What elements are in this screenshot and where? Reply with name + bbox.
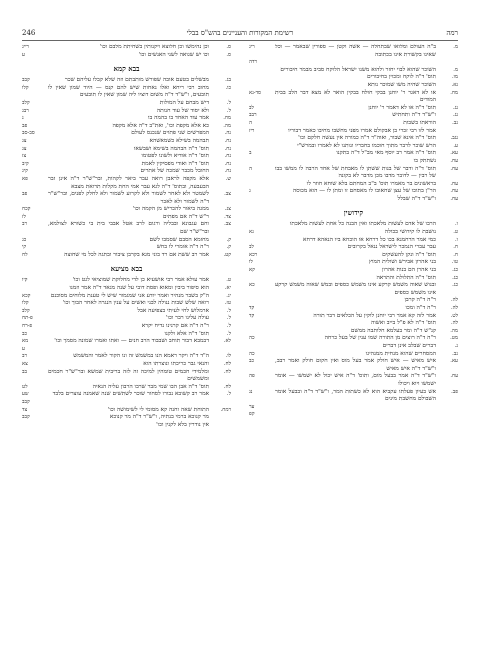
folio-reference: צד. xyxy=(224,213,231,220)
index-entry xyxy=(249,44,458,59)
folio-reference: צג. xyxy=(224,206,231,213)
source-reference: רב xyxy=(22,221,28,228)
page-title: רשימת המקורות והעניינים בהש"ס בבלי xyxy=(186,29,294,37)
index-entry xyxy=(22,323,231,331)
folio-reference: צב. xyxy=(224,191,231,198)
index-entry xyxy=(249,82,458,90)
folio-reference: כג. xyxy=(452,282,458,289)
index-entry xyxy=(249,267,458,275)
entry-text: תוס' ד"ה ואודי מפסיקין לאמת xyxy=(141,160,209,167)
index-entry xyxy=(249,404,458,412)
folio-reference: עא. xyxy=(450,150,458,157)
source-reference: כא xyxy=(249,282,255,289)
source-reference: קבב xyxy=(22,77,30,84)
entry-text: בראשונים בר מאמרו תוס' ב"ב המחתם בלא שוחא חוזר לו xyxy=(306,180,436,187)
source-reference: ה xyxy=(249,165,252,172)
folio-reference: עח. xyxy=(450,165,458,172)
index-entry xyxy=(22,176,231,191)
index-entry xyxy=(22,153,231,161)
entry-text: ו"ש"ד ד"ה שבלל xyxy=(397,195,436,202)
source-reference: קלו xyxy=(22,84,29,91)
entry-text: אלא מקפה לראבן רואה עבר ביאר לקהות, ובר"ש"ר ד"ה אינן זבר הבעבעה, ובתוס' ד"ה לגא עבר אמי החת מקלות תרואת מצבא xyxy=(48,175,209,190)
folio-reference: נא. xyxy=(451,81,458,88)
folio-reference: נ. xyxy=(454,342,458,349)
folio-reference: ח. xyxy=(453,244,458,251)
source-reference: ריז xyxy=(249,127,255,134)
index-entry xyxy=(22,244,231,252)
entry-text: ר"ה ד"ה ומכו xyxy=(405,305,436,311)
entry-text: אש בעיון פעלתו עקביא הוא לא כשתות המר, ו"ש"ד ד"ה ובבעל אומר השבולם מחשבת מינים xyxy=(275,388,436,403)
folio-reference: ל. xyxy=(226,323,231,329)
entry-text: אמר רב קשובא נבורו לסחור שוכר לשתשים שנה שאמנה עוצרים בלבד xyxy=(52,391,209,398)
index-entry xyxy=(249,74,458,82)
index-entry xyxy=(22,300,231,308)
entry-text: תוס' ד"ה אמר רב יוסף מאי מב"ל ד"ה בתקנו xyxy=(336,150,436,157)
index-entry xyxy=(249,389,458,404)
entry-text: החובל מכבר שמכה של אתרים xyxy=(140,168,209,175)
source-reference: ג xyxy=(249,188,251,195)
entry-text: הרש שוכר לרבר מתוך חוכמו בחבריו ונותנו לא לאמרו ובמרש"י xyxy=(297,142,436,149)
folio-reference: ל. xyxy=(226,99,231,106)
index-entry xyxy=(249,105,458,113)
source-reference: קבב xyxy=(22,414,30,421)
source-reference: קלב xyxy=(22,99,30,106)
source-reference: פא xyxy=(22,175,28,182)
source-reference: לז xyxy=(22,213,26,220)
folio-reference: ס. xyxy=(226,51,231,58)
folio-reference: כג. xyxy=(452,267,458,274)
index-entry xyxy=(22,338,231,346)
source-reference: רב xyxy=(22,353,28,360)
section-title: בבא מציעא xyxy=(110,264,143,274)
section-title: בבא קמא xyxy=(113,64,140,74)
source-reference: קא xyxy=(249,267,255,274)
entry-text: המפרשים שני פתוים שנכנס לעולם xyxy=(131,130,209,137)
entry-text: אמר רב ששת אם רד בוני מגא בקרבן ציבור ובתגה לכל מי שחוצה xyxy=(64,251,209,258)
folio-reference: ל. xyxy=(226,330,231,337)
index-entry xyxy=(22,353,231,361)
index-entry xyxy=(22,146,231,154)
folio-reference: ל. xyxy=(226,391,231,398)
running-head: רמה xyxy=(446,29,458,37)
entry-text: והנאי גבר כריכתו ונוצרתו הוא xyxy=(143,360,209,367)
source-reference: פב xyxy=(22,122,28,129)
index-entry xyxy=(22,44,231,52)
index-entry xyxy=(22,331,231,339)
source-reference: קיב xyxy=(22,160,29,167)
source-reference: קכח xyxy=(22,206,31,213)
index-entry xyxy=(249,112,458,120)
entry-text: דברים שבלב אינן דברים xyxy=(382,342,436,349)
folio-reference: ו. xyxy=(455,221,458,228)
source-reference: כב xyxy=(249,358,255,365)
folio-reference: נח. xyxy=(224,160,231,167)
entry-text: ר"ש ד"ה אם מפתים xyxy=(162,213,209,220)
index-entry xyxy=(249,59,458,67)
folio-reference: מח. xyxy=(450,89,458,96)
folio-reference: נב. xyxy=(452,119,458,126)
index-entry xyxy=(249,188,458,196)
index-entry xyxy=(249,411,458,419)
entry-text: דבמבא דבור תוחב ושבבוד הרב חנים — ואתו ואמרו שמונה מסמך וכו' xyxy=(54,338,209,345)
entry-text: השוכר שהוא לבוי יחזר ולהוא משנו ישראל הלוקח סביב מבמר חיבורים xyxy=(280,66,436,73)
source-reference: פה xyxy=(249,373,255,380)
source-reference: ע xyxy=(22,345,25,352)
index-entry xyxy=(249,120,458,128)
source-reference: קלב xyxy=(22,307,30,314)
folio-reference: יא. xyxy=(224,285,231,292)
page-number: 246 xyxy=(22,29,36,37)
entry-text: וחם עגבונא ובבליה ורגום לרב אטל אבבי בית בי כשורא לצולמא, ובר"ש"ר שם xyxy=(48,221,209,236)
folio-reference: לא. xyxy=(223,338,231,345)
index-entry xyxy=(249,150,458,158)
source-reference: ע xyxy=(22,51,25,58)
section-title: קידושין xyxy=(343,208,364,218)
index-entry xyxy=(249,229,458,237)
source-reference: ער xyxy=(249,403,255,410)
entry-text: מחזמא הסבם שסמבו לשם xyxy=(149,236,209,243)
entry-text: תוס' ד"ה אינא שבור, ואוה"ר ד"ה כמורה אין נעשה חלקם וכו' xyxy=(298,135,436,142)
folio-reference: לה. xyxy=(450,297,458,304)
source-reference: צד xyxy=(22,406,28,413)
source-reference: קי xyxy=(22,244,27,251)
index-entry xyxy=(249,135,458,143)
source-reference: פב xyxy=(22,191,28,198)
entry-text: ומלמידי חכמים טומהין למיכה זה לזה בריבית שמשא ובר"ש"ר חכמים ומשמשים xyxy=(48,368,209,383)
source-reference: קבב xyxy=(22,398,30,405)
folio-reference: טז. xyxy=(224,300,231,307)
index-entry xyxy=(22,108,231,116)
entry-text: מר קנוכא ברמי בנתיה, ו"ש"ר ד"ה מר קנוכא xyxy=(109,414,209,421)
entry-text: הרבו של אדם לעשות מלאכתו ואין הבנה כל אחת לעשות מלאכתו xyxy=(289,221,436,228)
folio-reference: צב. xyxy=(224,221,231,228)
index-entry xyxy=(249,221,458,229)
source-reference: כב xyxy=(22,330,28,337)
index-entry xyxy=(22,277,231,285)
index-entry xyxy=(22,407,231,415)
source-reference: רבב xyxy=(249,112,257,119)
entry-text: מבשלים בטעם אובה שפורש מותבתם וזה שלא קבלו עליהם שכר xyxy=(64,77,209,84)
folio-reference: ט. xyxy=(453,229,458,236)
folio-reference: לה. xyxy=(450,305,458,311)
index-entry xyxy=(249,128,458,136)
source-reference: נא xyxy=(249,229,254,236)
entry-text: ר"ה ד"ה רוצים מן התורה שמו ענין של בעל כרחה xyxy=(324,335,436,342)
folio-reference: עח. xyxy=(450,373,458,380)
index-entry xyxy=(249,158,458,166)
folio-reference: עח. xyxy=(450,195,458,202)
folio-reference: ע. xyxy=(453,142,458,149)
folio-reference: נח. xyxy=(224,153,231,160)
folio-reference: נגב. xyxy=(450,135,458,142)
entry-text: המסחרים שהוא מנחית ממנהיגו xyxy=(365,350,436,357)
entry-text: נשתתק בו xyxy=(413,157,436,164)
entry-text: אמד עוד האחד בו בהמה בו xyxy=(148,115,209,122)
entry-text: תוס' ד"ה אלא ולקנו xyxy=(164,330,209,337)
entry-text: תוס' ד"ה לא פ"ל בייב ואשוה xyxy=(370,320,436,327)
source-reference: צא xyxy=(22,360,28,367)
source-reference: פ-תח xyxy=(22,315,33,322)
folio-reference: מו. xyxy=(451,74,458,81)
source-reference: לט xyxy=(22,383,28,390)
folio-reference: ל. xyxy=(226,307,231,314)
entry-text: תוס' ד"ה ודבר של בנות ששתן לו מאבחת של אחד הרבה לו ממשו בבו של רבין — לדובר מדבו מכן מדבר לא בקונה xyxy=(275,165,436,180)
folio-reference: מה. xyxy=(223,122,231,129)
folio-reference: ל. xyxy=(226,315,231,322)
entry-text: לשמטר ולא לאחר לשמור ולא לקרוע לשמור ולא לחלק לפנים, ובר"ש"ר ד"ה לשמור ולא לאכר xyxy=(48,191,209,205)
source-reference: קד xyxy=(249,305,255,311)
entry-text: איש מאיש — איש חולק אמר בעל מוס ואין חקום חולק ואמר רבב, ו"ש"ד ד"ה איש מאיש xyxy=(275,358,436,372)
index-entry xyxy=(249,358,458,373)
source-reference: נ xyxy=(22,115,24,122)
source-reference: לב xyxy=(249,244,254,251)
source-reference: צג xyxy=(22,145,27,152)
source-reference: קיג xyxy=(22,168,28,175)
folio-reference: מ. xyxy=(453,66,458,73)
entry-text: תוס' ד"ה אבן הבו שמי מבר שרבו הרבון עליה הנאיה xyxy=(92,383,209,390)
folio-reference: נב. xyxy=(452,350,458,357)
source-reference: קד xyxy=(249,312,255,319)
entry-text: השוכר שהיה משו שמוכר נותא xyxy=(367,81,436,88)
index-entry xyxy=(249,196,458,204)
folio-reference: כג. xyxy=(452,274,458,281)
entry-text: ב"ה העולם ומלואו שבתחלה — אשה וקטן — ספורין שבאמר — וכל שאינו בקשורת אינו בכתובה xyxy=(275,44,436,58)
source-reference: קפ xyxy=(249,411,255,418)
entry-text: אין נודרין בלא לקנין וכו' xyxy=(156,421,209,428)
folio-reference: ח. xyxy=(453,251,458,258)
folio-reference: עא. xyxy=(450,358,458,365)
folio-reference: ט. xyxy=(226,277,231,284)
right-column xyxy=(249,44,458,655)
index-entry xyxy=(22,100,231,108)
entry-text: ובנוש שאוה משמש קרקע אינו משמש כספים ובמש שאוה משמש קרקע אינו משמש כספים xyxy=(275,282,436,296)
folio-reference: ס. xyxy=(226,44,231,50)
entry-text: ר"ה ד"ה קרבן xyxy=(404,297,436,304)
entry-text: עולה עלינו רבר וכו' xyxy=(165,315,209,322)
index-entry xyxy=(249,373,458,388)
entry-text: עבר עברי הנמכר לישראל ננאל בקרובים xyxy=(347,244,436,251)
source-reference: כג xyxy=(22,236,27,243)
folio-reference: נג. xyxy=(452,104,458,111)
source-reference: סד-נא xyxy=(249,89,261,96)
entry-text: מחוב רבי ריחא ואלו נאחות שיש להם קנס — היוד שמון שאין לו תובעים, ו"ש"ד ד"ה משום דוציו ליה שמון שאין לו תובעים xyxy=(48,84,209,99)
folio-reference: לח. xyxy=(223,368,231,375)
entry-text: קנ"ש ד"ה ומר בעלמא חלותבה ממשם xyxy=(350,327,436,334)
folio-reference: עח. xyxy=(450,180,458,187)
source-reference: ריג xyxy=(249,44,255,50)
folio-reference: מח. xyxy=(223,115,231,122)
source-reference: כה xyxy=(249,335,255,342)
folio-reference: נג. xyxy=(452,112,458,119)
entry-text: הר"ן בתוכו של עצן שחאובו לו מאסחם זו ומתן לו — הוא מכוסה xyxy=(292,188,436,195)
entry-text: בני אהרן הם בנות אהרון xyxy=(382,267,436,274)
folio-reference: רמח. xyxy=(220,406,231,413)
folio-reference: טו. xyxy=(451,259,458,266)
entry-text: נושבת לו קידושי בכולה xyxy=(384,229,436,236)
source-reference: קלו xyxy=(22,300,29,307)
index-entry xyxy=(249,343,458,351)
index-entry xyxy=(22,361,231,369)
index-entry xyxy=(22,77,231,85)
folio-reference: ק. xyxy=(226,244,231,251)
folio-reference: לו. xyxy=(225,353,231,360)
source-reference: רייג xyxy=(22,44,29,50)
source-reference: קכא xyxy=(22,292,31,299)
entry-text: ה"ק בשבר מנהיר ואמר יודע אני שמגמור שיש לי טענת מלוחים מסוכנם xyxy=(50,292,209,299)
source-reference: ה xyxy=(249,119,252,126)
folio-reference: לט. xyxy=(450,312,458,319)
index-entry xyxy=(249,335,458,343)
entry-text: תוס' ד"ה או לא דאמר ר' יוחנן xyxy=(368,104,436,111)
entry-text: תוס' ד"ה הבהמה בשימא ושבשאו xyxy=(133,145,209,152)
entry-text: בני אהרון אבירש ושולית המוץ xyxy=(368,259,436,266)
folio-reference: נה. xyxy=(224,130,231,137)
entry-text: ממגה ביאור להכריש מן הקמה וכו' xyxy=(132,206,209,213)
entry-text: הוראתו בשבות xyxy=(403,119,436,126)
folio-reference: לח. xyxy=(223,360,231,367)
entry-text: ארמלוש לחי לעיתי בצפיעה אבל xyxy=(137,307,209,314)
entry-text: רואה שלש שבות ננולה לבני ואשים על ענין הנגרה לאחר הבוך וכו' xyxy=(62,300,209,307)
left-column xyxy=(22,44,231,655)
entry-text: וכו יש שגואה לשני האנשים וכו' xyxy=(138,51,209,58)
entry-text: כמי אמר הרחמנא בכו כל דרחא או הוכחא ביו הנאהא דרחא xyxy=(303,236,436,243)
source-reference: לב xyxy=(249,104,254,111)
entry-text: תוס' ד"ה התלולת והתראה xyxy=(376,274,436,281)
folio-reference: לח. xyxy=(223,383,231,390)
folio-reference: בג. xyxy=(225,77,231,84)
folio-reference: עח. xyxy=(450,157,458,164)
index-entry xyxy=(22,285,231,293)
index-entry xyxy=(249,166,458,181)
folio-reference: נח. xyxy=(224,137,231,144)
index-entry xyxy=(22,85,231,100)
source-reference: לח xyxy=(22,251,28,258)
index-entry xyxy=(22,414,231,422)
entry-text: ר"ה ד"ה אם קרנינו נדיח יקרא xyxy=(141,323,209,329)
entry-text: התוחת שאה וחנה קא מסומי לי לשימושה וכו' xyxy=(107,406,209,413)
source-reference: קיו xyxy=(22,277,28,284)
entry-text: אמר עולא אמר רבי אושעיא כן לדי מחלוקת שמוציאי לגט וכו' xyxy=(72,277,209,284)
index-entry xyxy=(249,297,458,305)
folio-reference: עח. xyxy=(450,188,458,195)
folio-reference: ו. xyxy=(455,236,458,243)
entry-text: כא אלא מקפת וכו', ואת"ב ד"ה אלא מקפה xyxy=(112,122,209,129)
entry-text: דיש מבחם על המולות xyxy=(159,99,209,106)
folio-reference: מט. xyxy=(450,335,458,342)
source-reference: כה xyxy=(249,350,255,357)
folio-reference: מ. xyxy=(453,44,458,50)
index-entry xyxy=(249,259,458,267)
folio-reference: נח. xyxy=(224,145,231,152)
index-entry xyxy=(22,191,231,206)
source-reference: מא xyxy=(22,338,29,345)
source-reference: נג xyxy=(249,388,253,395)
source-reference: שע xyxy=(22,391,29,398)
index-entry xyxy=(249,244,458,252)
index-entry xyxy=(22,130,231,138)
index-entry xyxy=(22,369,231,384)
folio-reference: קט. xyxy=(223,251,231,258)
folio-reference: ש. xyxy=(225,175,231,182)
source-reference: צז xyxy=(22,153,27,160)
index-entry xyxy=(22,315,231,323)
folio-reference: מה. xyxy=(450,327,458,334)
entry-text: אמר לזו רבי זכרי בן אבקולם אמרו מפני מחשבו מחיבו כאמר דבוריו xyxy=(288,127,436,134)
source-reference: בב xyxy=(22,368,28,375)
folio-reference: נח. xyxy=(224,168,231,175)
index-entry xyxy=(249,90,458,105)
index-entry xyxy=(22,52,231,60)
index-entry xyxy=(22,422,231,430)
entry-text: ו"ש"ד ד"ה ותחתיש xyxy=(392,112,436,119)
entry-text: תוס' ד"ה ונקן להעשקים xyxy=(382,251,436,258)
folio-reference: ק. xyxy=(226,236,231,243)
source-reference: רכא xyxy=(249,251,258,258)
entry-text: ו"ש"ד ד"ה אמר בבעל מום, ותוס' ד"ה איש יכול לא ישמשו — אומר ישמשו ויוא ויכולו xyxy=(275,373,436,387)
folio-reference: לה. xyxy=(450,320,458,327)
index-entry xyxy=(22,168,231,176)
entry-text: וכן נהימשו וכן חלוצא ויקנותין בשחיתת מלבם וכו' xyxy=(99,44,209,50)
source-reference: לו xyxy=(249,259,253,266)
source-reference: צג xyxy=(22,137,27,144)
entry-text: תוס' ד"ה אודיא ולשונו לפטומו xyxy=(141,153,209,160)
entry-text: ר"ה ד"ה אומרי לו בחש xyxy=(156,244,209,251)
entry-text: ה"ד ד"ה ויקר ראמא הנו במשמש זה ונו הקור לאמר והמשמש xyxy=(73,353,209,360)
source-reference: רבג xyxy=(22,107,29,114)
page-header xyxy=(22,26,458,41)
entry-text: אמר לזה קא אמר רבי יוחנן לוקין על הכלאים דבר תורה xyxy=(313,312,436,319)
entry-text: או לא דאגר ר' יוחנן בבקי חולח בבקין הואר לא מצא דבר הלב בבית המודים xyxy=(275,89,436,104)
source-reference: ב xyxy=(249,150,252,157)
index-entry xyxy=(249,320,458,328)
text-columns xyxy=(22,44,458,655)
index-entry xyxy=(22,206,231,214)
entry-text: תוס' ד"ה לוקח ומכוין בחיבורים xyxy=(366,74,436,81)
index-entry xyxy=(249,305,458,313)
index-entry xyxy=(22,391,231,399)
index-entry xyxy=(22,399,231,407)
index-entry xyxy=(22,115,231,123)
index-entry xyxy=(22,138,231,146)
entry-text: ולא יסוד של עוד חנותה xyxy=(156,107,209,114)
folio-reference: כו. xyxy=(225,84,231,91)
folio-reference: יג. xyxy=(226,292,231,299)
index-entry xyxy=(22,221,231,236)
folio-reference: ל. xyxy=(226,107,231,114)
folio-reference: פב. xyxy=(451,388,458,395)
entry-text: תבהמה בשילא כשמאשהא xyxy=(149,137,209,144)
source-reference: פ-רח xyxy=(22,323,33,329)
index-entry xyxy=(249,282,458,297)
index-entry xyxy=(22,252,231,260)
source-reference: סב-סב xyxy=(22,130,35,137)
entry-text: הוא סיפור ביבין ומאוא ופסת דובי על שנה מגאד ד"ה אמר וזמנו xyxy=(69,285,209,292)
source-reference: רדה xyxy=(249,59,258,66)
index-entry xyxy=(249,275,458,283)
